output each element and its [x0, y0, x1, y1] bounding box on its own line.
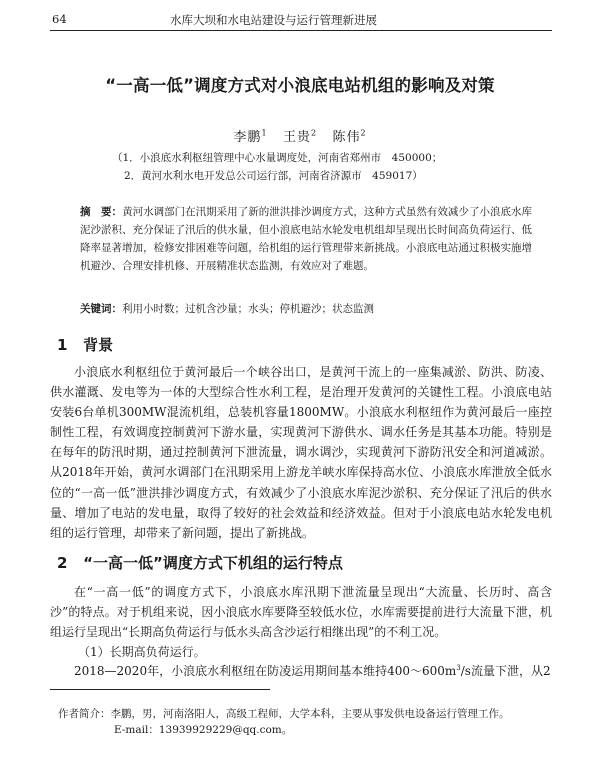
section-2-paragraph: 在“一高一低”的调度方式下，小浪底水库汛期下泄流量呈现出“大流量、长历时、高含沙”的特点。对于机组来说，因小浪底水库要降至较低水位，水库需要提前进行大流量下泄，机组运行呈现出“长期高负荷运行与低水头高含沙运行相继出现”的不利工况。 [50, 585, 552, 640]
header-rule [50, 30, 552, 31]
body-last-line [74, 662, 551, 679]
running-head-journal: 水库大坝和水电站建设与运行管理新进展 [170, 13, 377, 27]
abstract-text: 黄河水调部门在汛期采用了新的泄洪排沙调度方式，这种方式虽然有效减少了小浪底水库泥沙淤积、充分保证了汛后的供水量，但小浪底电站水轮发电机组却呈现出长时间高负荷运行、低降率显著增加，检修安排困难等问题，给机组的运行管理带来新挑战。小浪底电站通过积极实施增机避沙、合理安排机修、开展精准状态监测，有效应对了难题。 [80, 206, 533, 272]
author-mark: 2 [360, 128, 367, 138]
section-number: 1 [57, 336, 68, 354]
keywords-text: 利用小时数；过机含沙量；水头；停机避沙；状态监测 [122, 303, 374, 315]
list-item-1: （1）长期高负荷运行。 [78, 645, 206, 659]
author-name: 李鹏 [233, 130, 262, 145]
author-list [0, 126, 600, 145]
paper-title: “一高一低”调度方式对小浪底电站机组的影响及对策 [105, 76, 495, 95]
keywords [80, 301, 374, 316]
author-name: 陈伟 [332, 130, 361, 145]
section-2-heading [57, 552, 343, 573]
section-1-heading [57, 334, 113, 355]
page-number: 64 [52, 12, 67, 26]
abstract-label: 摘 要： [80, 206, 123, 218]
section-1-paragraph: 小浪底水利枢纽位于黄河最后一个峡谷出口，是黄河干流上的一座集减淤、防洪、防凌、供水灌溉、发电等为一体的大型综合性水利工程，是治理开发黄河的关键性工程。小浪底电站安装6台单机300MW混流机组，总装机容量1800MW。小浪底水利枢纽作为黄河最后一座控制性工程，有效调度控制黄河下游水量，实现黄河下游供水、调水任务是其基本功能。特别是在每年的防汛时期，通过控制黄河下泄流量，调水调沙，实现黄河下游防汛安全和河道减淤。从2018年开始，黄河水调部门在汛期采用上游龙羊峡水库保持高水位、小浪底水库泄放全低水位的“一高一低”泄洪排沙调度方式，有效减少了小浪底水库泥沙淤积、充分保证了汛后的供水量、增加了电站的发电量，取得了较好的社会效益和经济效益。但对于小浪底电站水轮发电机组的运行管理，却带来了新问题，提出了新挑战。 [50, 365, 552, 540]
unit-superscript: 3 [456, 664, 461, 672]
keywords-label: 关键词： [80, 303, 122, 315]
author-mark: 1 [261, 128, 268, 138]
affiliation-2: 2．黄河水利水电开发总公司运行部，河南省济源市 459017） [124, 170, 423, 182]
section-title: “一高一低”调度方式下机组的运行特点 [83, 554, 343, 572]
footnote-author: 作者简介：李鹏，男，河南洛阳人，高级工程师，大学本科，主要从事发供电设备运行管理工作。 [58, 708, 510, 720]
footnote-rule [50, 689, 270, 690]
author-name: 王贵 [282, 130, 311, 145]
affiliation-1: （1．小浪底水利枢纽管理中心水量调度处，河南省郑州市 450000； [112, 152, 443, 164]
author-mark: 2 [310, 128, 318, 138]
footnote-email: E-mail：13939929229@qq.com。 [114, 724, 293, 736]
section-number: 2 [57, 554, 68, 572]
body-last-line-text: 2018—2020年，小浪底水利枢纽在防凌运用期间基本维持400～600m [74, 664, 457, 678]
body-last-line-text-end: /s流量下泄，从2 [460, 664, 551, 678]
abstract [80, 203, 532, 275]
section-title: 背景 [83, 336, 114, 354]
